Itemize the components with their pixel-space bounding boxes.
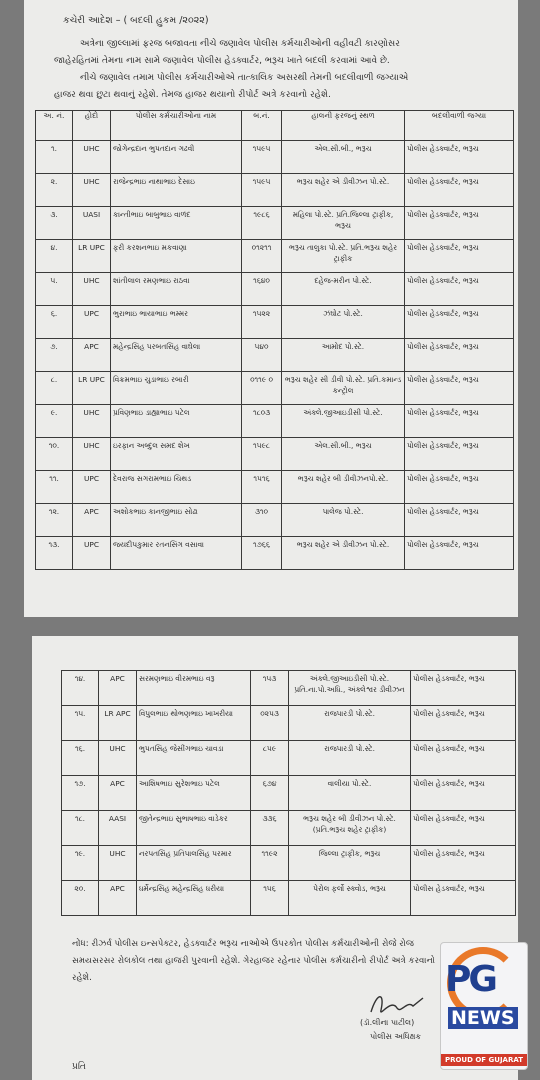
current-post-cell: વાલીયા પો.સ્ટે.: [289, 776, 411, 811]
table-row: [62, 881, 516, 916]
rank-cell: APC: [73, 339, 111, 372]
table-row: [62, 706, 516, 741]
current-post-cell: એલ.સી.બી., ભરૂચ: [282, 438, 405, 471]
order-title: [63, 15, 212, 26]
note-label: નોંધ:: [72, 939, 89, 949]
table-row: [36, 174, 514, 207]
name-cell: જયદીપકુમાર રતનસિંગ વસાવા: [111, 537, 242, 570]
buckle-no-cell: ૦૧૨૧૧: [242, 240, 282, 273]
rank-cell: AASI: [99, 811, 137, 846]
buckle-no-cell: ૧૭૬૬: [242, 537, 282, 570]
new-post-cell: પોલીસ હેડક્વાર્ટર, ભરૂચ: [411, 706, 516, 741]
serial-cell: ૧૪.: [62, 671, 99, 706]
current-post-cell: આમોદ પો.સ્ટે.: [282, 339, 405, 372]
paragraph-line: અત્રેના જીલ્લામાં ફરજ બજાવતા નીચે જણાવેલ પોલીસ કર્મચારીઓની વહીવટી કારણોસર: [80, 39, 400, 49]
rank-cell: LR APC: [99, 706, 137, 741]
buckle-no-cell: ૮૫૯: [251, 741, 289, 776]
current-post-cell: પેરોલ ફર્લો સ્ક્વોડ, ભરૂચ: [289, 881, 411, 916]
new-post-cell: પોલીસ હેડક્વાર્ટર, ભરૂચ: [411, 671, 516, 706]
new-post-cell: પોલીસ હેડક્વાર્ટર, ભરૂચ: [405, 273, 514, 306]
buckle-no-cell: ૧૬૪૦: [242, 273, 282, 306]
rank-cell: UPC: [73, 537, 111, 570]
name-cell: ફરી કરશનભાઇ મકવાણા: [111, 240, 242, 273]
table-row: [36, 537, 514, 570]
name-cell: આશિષભાઇ સુરેશભાઇ પટેલ: [137, 776, 251, 811]
note-line: સમયસરસર રોલકોલ તથા હાજરી પુરવાની રહેશે. ગેરહાજર રહેનાર પોલીસ કર્મચારીનો રીપોર્ટ અત્રે કરવાનો: [72, 956, 436, 966]
name-cell: અશોકભાઇ કાનજીભાઇ સોઢા: [111, 504, 242, 537]
title-dash: –: [115, 15, 121, 26]
rank-cell: UHC: [73, 438, 111, 471]
current-post-cell: અંક્લે.જીઆઇડીસી પો.સ્ટે.: [282, 405, 405, 438]
note-text: રીઝર્વ પોલીસ ઇન્સપેક્ટર, હેડક્વાર્ટર ભરૂચ નાઓએ ઉપરકોત પોલીસ કર્મચારીઓની રોજે રોજ: [91, 939, 415, 949]
serial-cell: ૧૩.: [36, 537, 73, 570]
paragraph-line: જાહેરહિતમાં તેમના નામ સામે જણાવેલ પોલીસ હેડક્વાર્ટર, ભરૂચ ખાતે બદલી કરવામાં આવે છે.: [54, 56, 390, 66]
note-line: [72, 936, 414, 953]
rank-cell: LR UPC: [73, 240, 111, 273]
serial-cell: ૧૨.: [36, 504, 73, 537]
paragraph-line: હાજર થવા છુટા થવાનું રહેશે. તેમજ હાજર થયાનો રીપોર્ટ અત્રે કરવાનો રહેશે.: [54, 90, 331, 100]
name-cell: કાન્તીભાઇ બાબુભાઇ વાળંદ: [111, 207, 242, 240]
table-row: [62, 776, 516, 811]
current-post-cell: ભરૂચ શહેર બી ડીવીઝન પો.સ્ટે. (પ્રતિ.ભરૂચ શહેર ટ્રાફીક): [289, 811, 411, 846]
new-post-cell: પોલીસ હેડક્વાર્ટર, ભરૂચ: [405, 405, 514, 438]
current-post-cell: ભરૂચ શહેર એ ડીવીઝન પો.સ્ટે.: [282, 537, 405, 570]
table-row: [62, 846, 516, 881]
rank-cell: UHC: [73, 405, 111, 438]
serial-cell: ૭.: [36, 339, 73, 372]
new-post-cell: પોલીસ હેડક્વાર્ટર, ભરૂચ: [405, 471, 514, 504]
name-cell: વિપુલભાઇ થોભણભાઇ ખાખરીયા: [137, 706, 251, 741]
serial-cell: ૧૦.: [36, 438, 73, 471]
table-body: [36, 141, 514, 570]
table-header: [36, 111, 514, 141]
name-cell: શાંતીલાલ રમણભાઇ રાઠવા: [111, 273, 242, 306]
buckle-no-cell: ૧૫૯૫: [242, 174, 282, 207]
new-post-cell: પોલીસ હેડક્વાર્ટર, ભરૂચ: [405, 504, 514, 537]
serial-cell: ૩.: [36, 207, 73, 240]
current-post-cell: ભરૂચ શહેર એ ડીવીઝન પો.સ્ટે.: [282, 174, 405, 207]
serial-cell: ૧૮.: [62, 811, 99, 846]
rank-cell: UPC: [73, 306, 111, 339]
title-subject: ( બદલી હુકમ /૨૦૨૨): [123, 15, 209, 26]
current-post-cell: દહેજ-મરીન પો.સ્ટે.: [282, 273, 405, 306]
buckle-no-cell: ૧૮૦૩: [242, 405, 282, 438]
current-post-cell: એલ.સી.બી., ભરૂચ: [282, 141, 405, 174]
serial-cell: ૯.: [36, 405, 73, 438]
buckle-no-cell: ૦૨૫૩: [251, 706, 289, 741]
buckle-no-cell: ૧૫૬: [251, 881, 289, 916]
buckle-no-cell: ૧૫૨૨: [242, 306, 282, 339]
new-post-cell: પોલીસ હેડક્વાર્ટર, ભરૂચ: [405, 438, 514, 471]
serial-cell: ૧૫.: [62, 706, 99, 741]
table-row: [36, 207, 514, 240]
current-post-cell: પાલેજ પો.સ્ટે.: [282, 504, 405, 537]
name-cell: મહેન્દ્રસિંહ પરબતસિંહ વાઘેલા: [111, 339, 242, 372]
current-post-cell: રાજપારડી પો.સ્ટે.: [289, 741, 411, 776]
serial-cell: ૧.: [36, 141, 73, 174]
rank-cell: UHC: [99, 846, 137, 881]
rank-cell: UPC: [73, 471, 111, 504]
table-row: [36, 372, 514, 405]
rank-cell: LR UPC: [73, 372, 111, 405]
buckle-no-cell: ૫૪૦: [242, 339, 282, 372]
new-post-cell: પોલીસ હેડક્વાર્ટર, ભરૂચ: [411, 776, 516, 811]
buckle-no-cell: ૧૫૧૬: [242, 471, 282, 504]
buckle-no-cell: ૬૭૪: [251, 776, 289, 811]
title-part: કચેરી આદેશ: [63, 15, 113, 26]
serial-cell: ૧૯.: [62, 846, 99, 881]
table-row: [62, 741, 516, 776]
col-header-buckle-no: બ.નં.: [242, 111, 282, 141]
name-cell: ધર્મેન્દ્રસિંહ મહેન્દ્રસિંહ ધરીયા: [137, 881, 251, 916]
serial-cell: ૧૬.: [62, 741, 99, 776]
name-cell: દેવરાજ સગરામભાઇ ચિથડ: [111, 471, 242, 504]
buckle-no-cell: ૩૩૬: [251, 811, 289, 846]
current-post-cell: ભરૂચ તાલુકા પો.સ્ટે. પ્રતિ.ભરૂચ શહેર ટ્રાફીક: [282, 240, 405, 273]
current-post-cell: ભરૂચ શહેર બી ડીવીઝનપો.સ્ટે.: [282, 471, 405, 504]
logo-news: NEWS: [448, 1007, 518, 1029]
rank-cell: UASI: [73, 207, 111, 240]
copy-to-label: પ્રતિ: [72, 1062, 86, 1072]
name-cell: જોગેન્દ્રદાન ભુપતદાન ગઢવી: [111, 141, 242, 174]
serial-cell: ૫.: [36, 273, 73, 306]
buckle-no-cell: ૦૧૧૯ ૦: [242, 372, 282, 405]
name-cell: ભુપતસિંહ જેસીંગભાઇ ચાવડા: [137, 741, 251, 776]
col-header-name: પોલીસ કર્મચારીઓના નામ: [111, 111, 242, 141]
table-row: [36, 438, 514, 471]
serial-cell: ૧૧.: [36, 471, 73, 504]
current-post-cell: રાજપારડી પો.સ્ટે.: [289, 706, 411, 741]
serial-cell: ૬.: [36, 306, 73, 339]
name-cell: રાજેન્દ્રભાઇ નાથાભાઇ દેસાઇ: [111, 174, 242, 207]
new-post-cell: પોલીસ હેડક્વાર્ટર, ભરૂચ: [405, 174, 514, 207]
new-post-cell: પોલીસ હેડક્વાર્ટર, ભરૂચ: [405, 537, 514, 570]
paragraph-line: નીચે જણાવેલ તમામ પોલીસ કર્મચારીઓએ તાત્કાલિક અસરથી તેમની બદલીવાળી જગ્યાએ: [80, 73, 409, 83]
name-cell: સરમણભાઇ વીરમભાઇ વરૂ: [137, 671, 251, 706]
name-cell: ભુરાભાઇ ભાયાભાઇ ભમ્મર: [111, 306, 242, 339]
buckle-no-cell: ૧૧૯૨: [251, 846, 289, 881]
new-post-cell: પોલીસ હેડક્વાર્ટર, ભરૂચ: [411, 881, 516, 916]
rank-cell: UHC: [99, 741, 137, 776]
col-header-new-post: બદલીવાળી જગ્યા: [405, 111, 514, 141]
col-header-rank: હોદો: [73, 111, 111, 141]
rank-cell: UHC: [73, 174, 111, 207]
serial-cell: ૨.: [36, 174, 73, 207]
name-cell: નરપતસિંહ પ્રતિપાલસિંહ પરમાર: [137, 846, 251, 881]
new-post-cell: પોલીસ હેડક્વાર્ટર, ભરૂચ: [405, 240, 514, 273]
new-post-cell: પોલીસ હેડક્વાર્ટર, ભરૂચ: [405, 306, 514, 339]
new-post-cell: પોલીસ હેડક્વાર્ટર, ભરૂચ: [411, 741, 516, 776]
current-post-cell: અંક્લે.જીઆઇડીસી પો.સ્ટે. પ્રતિ.ના.પો.અધિ., અંક્લેશ્વર ડીવીઝન: [289, 671, 411, 706]
col-header-current-post: હાલની ફરજનું સ્થળ: [282, 111, 405, 141]
new-post-cell: પોલીસ હેડક્વાર્ટર, ભરૂચ: [405, 372, 514, 405]
table-row: [36, 471, 514, 504]
buckle-no-cell: ૩૧૦: [242, 504, 282, 537]
current-post-cell: જિલ્લા ટ્રાફીક, ભરૂચ: [289, 846, 411, 881]
table-row: [36, 504, 514, 537]
rank-cell: APC: [99, 881, 137, 916]
rank-cell: APC: [99, 776, 137, 811]
current-post-cell: મહિલા પો.સ્ટે. પ્રતિ.જિલ્લા ટ્રાફીક, ભરૂચ: [282, 207, 405, 240]
logo-tagline: PROUD OF GUJARAT: [441, 1054, 527, 1066]
transfer-table-page-2: [61, 670, 516, 916]
logo-pg: PG: [445, 959, 495, 1000]
table-body: [62, 671, 516, 916]
table-row: [36, 405, 514, 438]
table-row: [62, 671, 516, 706]
signatory-name: (ડૉ.લીના પાટીલ): [360, 1018, 415, 1027]
buckle-no-cell: ૧૫૩: [251, 671, 289, 706]
name-cell: જીતેન્દ્રભાઇ સુભાષભાઇ વાડેકર: [137, 811, 251, 846]
buckle-no-cell: ૧૫૯૮: [242, 438, 282, 471]
table-row: [36, 339, 514, 372]
transfer-table-page-1: [35, 110, 514, 570]
table-row: [36, 273, 514, 306]
name-cell: પ્રવિણભાઇ ડાહ્યાભાઇ પટેલ: [111, 405, 242, 438]
rank-cell: APC: [73, 504, 111, 537]
current-post-cell: ભરૂચ શહેર સી ડીવી પો.સ્ટે. પ્રતિ.કમાન્ડ કન્ટ્રોલ: [282, 372, 405, 405]
rank-cell: UHC: [73, 273, 111, 306]
rank-cell: UHC: [73, 141, 111, 174]
table-row: [36, 141, 514, 174]
serial-cell: ૪.: [36, 240, 73, 273]
serial-cell: ૮.: [36, 372, 73, 405]
new-post-cell: પોલીસ હેડક્વાર્ટર, ભરૂચ: [405, 339, 514, 372]
new-post-cell: પોલીસ હેડક્વાર્ટર, ભરૂચ: [411, 846, 516, 881]
serial-cell: ૨૦.: [62, 881, 99, 916]
new-post-cell: પોલીસ હેડક્વાર્ટર, ભરૂચ: [405, 141, 514, 174]
document-page-1: [24, 0, 518, 617]
rank-cell: APC: [99, 671, 137, 706]
table-row: [36, 306, 514, 339]
signatory-title: પોલીસ અધિક્ષક: [370, 1032, 422, 1041]
signature-mark: [367, 988, 427, 1022]
col-header-serial: અ. નં.: [36, 111, 73, 141]
name-cell: ઇરફાન અબ્દુલ સમદ શેખ: [111, 438, 242, 471]
note-line: રહેશે.: [72, 973, 92, 983]
pg-news-logo: [440, 942, 528, 1070]
table-row: [62, 811, 516, 846]
serial-cell: ૧૭.: [62, 776, 99, 811]
new-post-cell: પોલીસ હેડક્વાર્ટર, ભરૂચ: [411, 811, 516, 846]
buckle-no-cell: ૧૫૯૫: [242, 141, 282, 174]
new-post-cell: પોલીસ હેડક્વાર્ટર, ભરૂચ: [405, 207, 514, 240]
current-post-cell: ઝંઘોટ પો.સ્ટે.: [282, 306, 405, 339]
name-cell: વિક્રમભાઇ ચુડાભાઇ રબારી: [111, 372, 242, 405]
table-row: [36, 240, 514, 273]
buckle-no-cell: ૧૯૮૬: [242, 207, 282, 240]
